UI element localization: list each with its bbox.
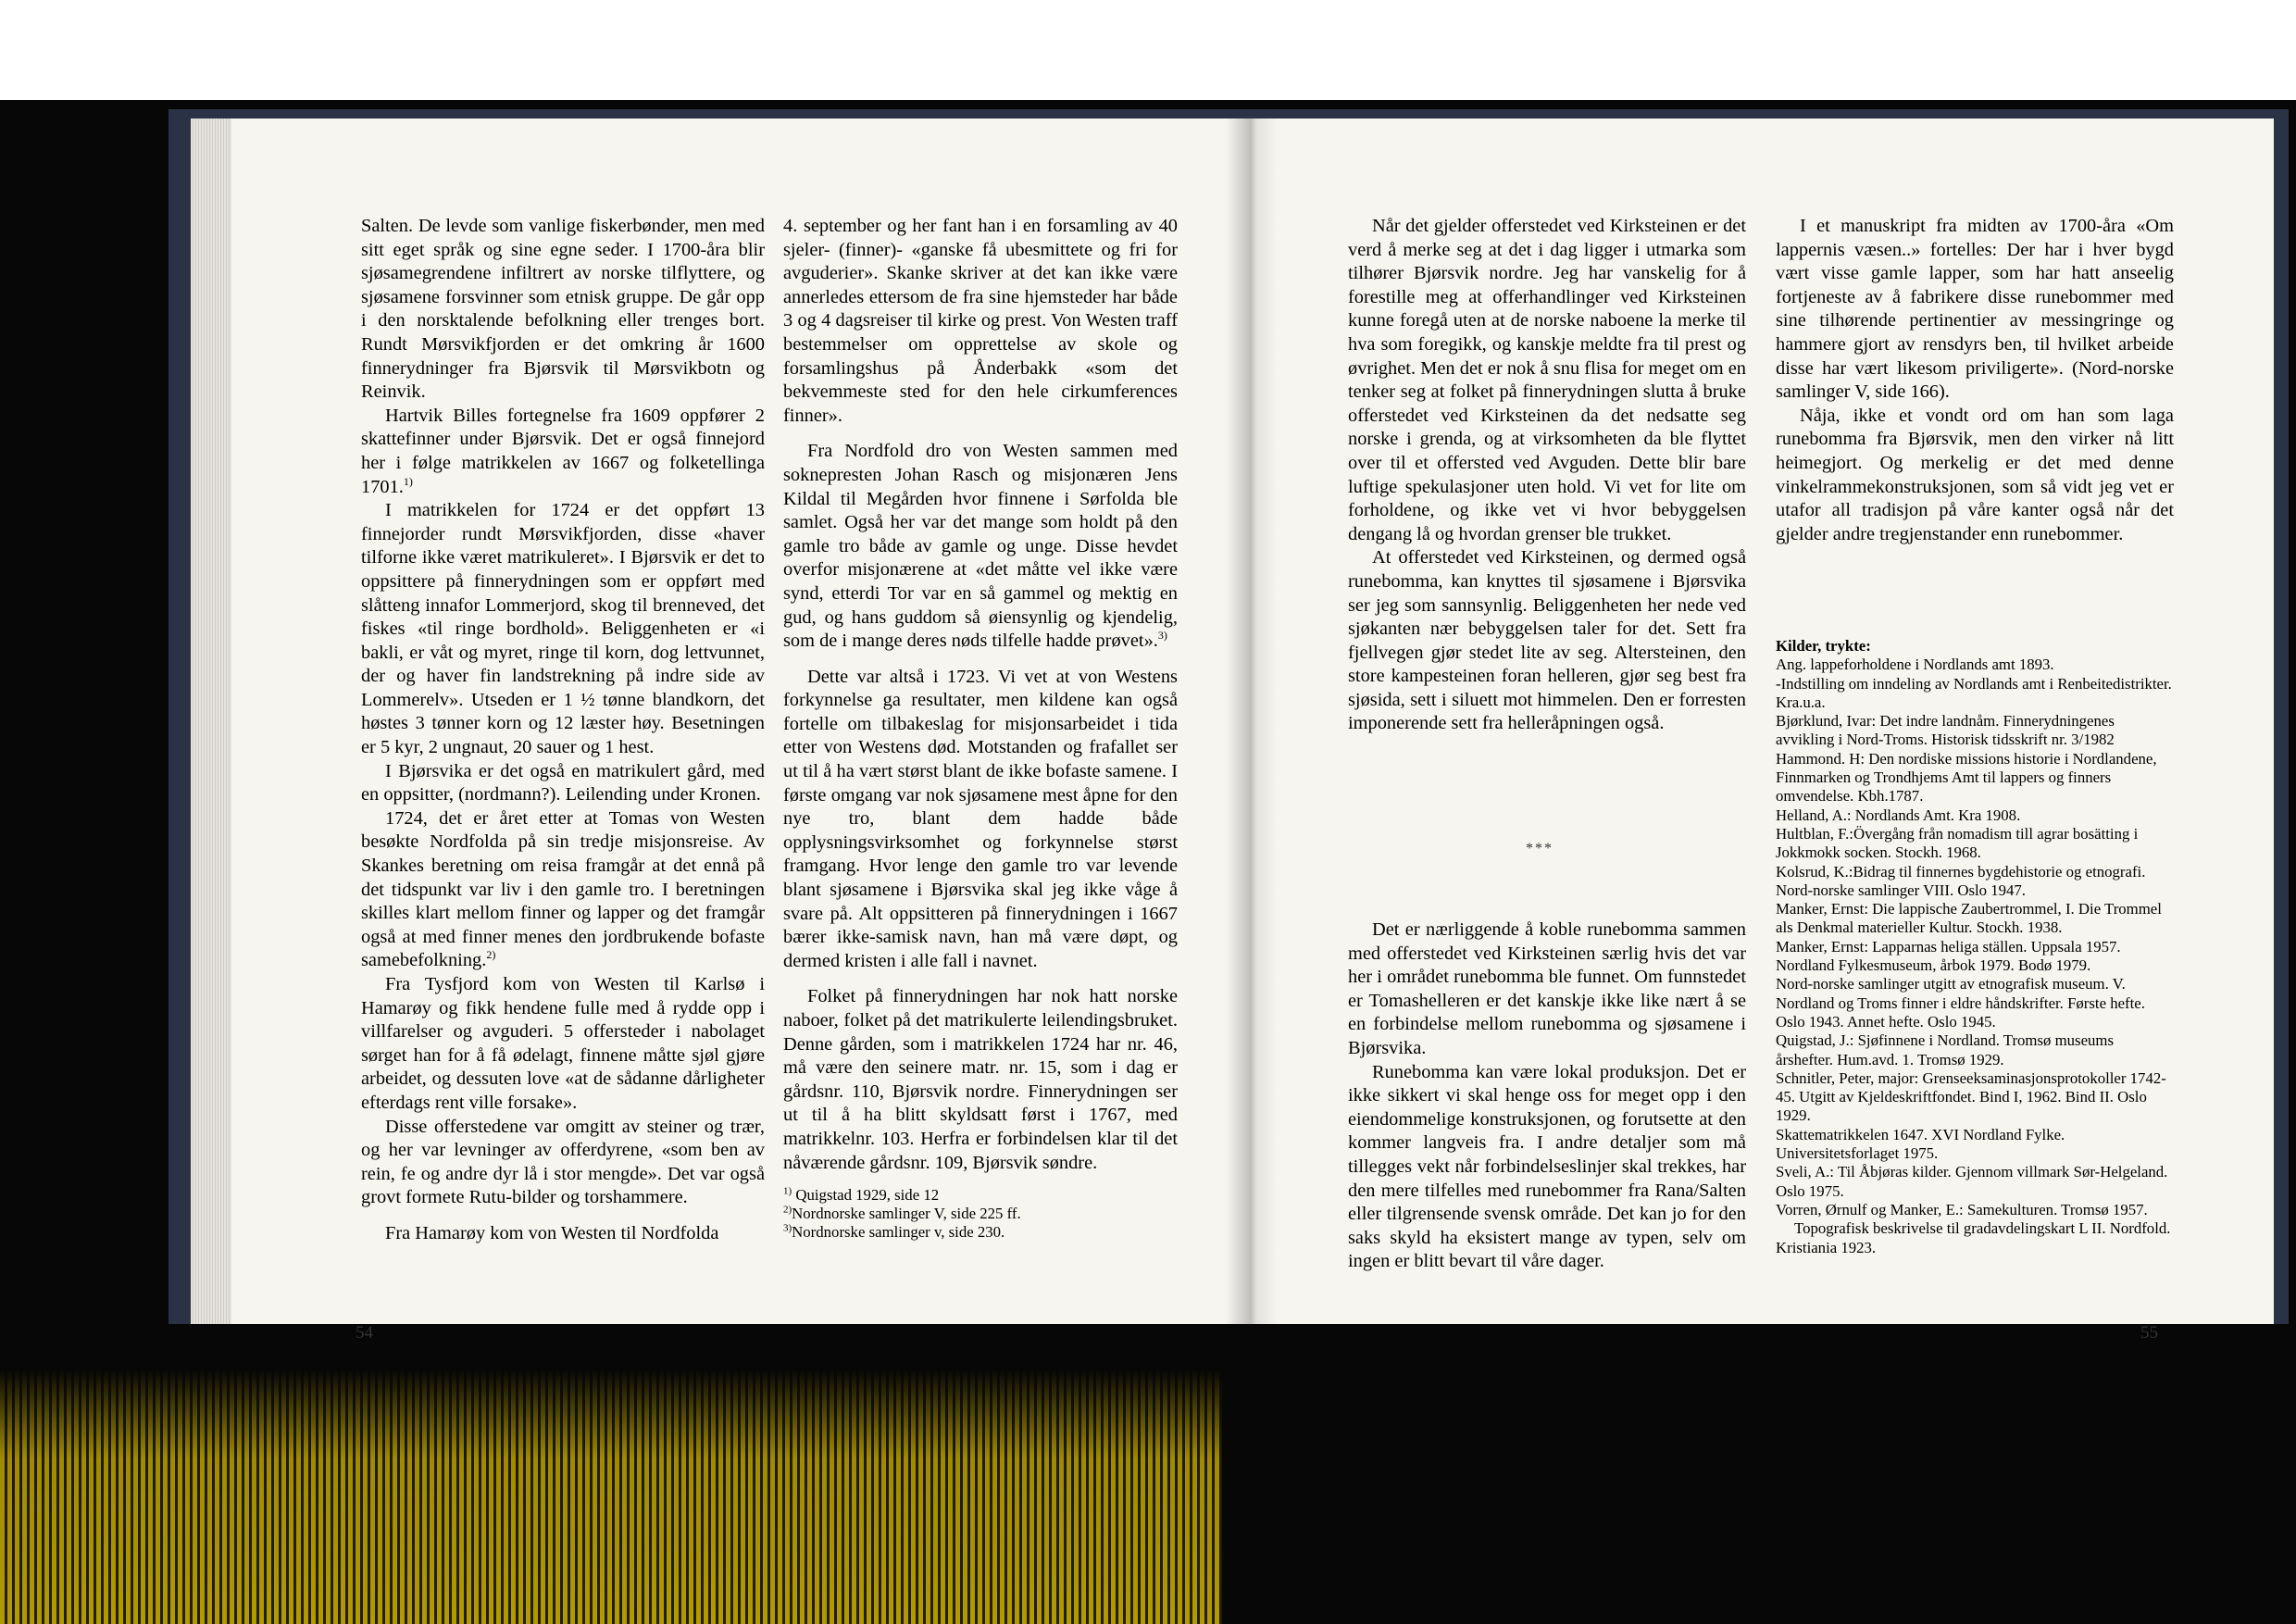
paragraph: Det er nærliggende å koble runebomma sammen med offerstedet ved Kirksteinen særlig hvis det var her i området runebomma ble funnet. Om funnstedet er Tomashelleren er det kanskje ikke like nært å se en forbindelse mellom runebomma og sjøsamene i Bjørsvika.	[1348, 919, 1746, 1058]
source-item: Bjørklund, Ivar: Det indre landnåm. Finnerydningenes avvikling i Nord-Troms. Historisk tidsskrift nr. 3/1982	[1776, 712, 2115, 749]
source-item: Kolsrud, K.:Bidrag til finnernes bygdehistorie og etnografi. Nord-norske samlinger VIII. Oslo 1947.	[1776, 862, 2146, 899]
paragraph: Når det gjelder offerstedet ved Kirksteinen er det verd å merke seg at det i dag ligger i utmarka som tilhører Bjørsvik nordre. Jeg har vanskelig for å forestille meg at offerhandlinger ved Kirksteinen kunne foregå uten at de norske naboene la merke til hva som foregikk, og kanskje meldte fra til prest og øvrighet. Men det er nok å snu flisa for meget om en tenker seg at folket på finnerydningen slutta å bruke offerstedet ved Kirksteinen da det nedsatte seg norske i grenda, og at virksomheten da ble flyttet over til et offersted ved Avguden. Dette blir bare luftige spekulasjoner uten hold. Vi vet for lite om forholdene, og ikke vet vi hvor bebyggelsen dengang lå og hvordan grenser ble trukket.	[1348, 216, 1746, 544]
right-column-1	[1348, 215, 1746, 736]
paragraph: 1724, det er året etter at Tomas von Westen besøkte Nordfolda på sin tredje misjonsreise. Av Skankes beretning om reisa framgår at det ennå på det tidspunkt var liv i den gamle tro. I beretningen skilles klart mellom finner og lapper og det framgår også at med finner menes den jordbrukende bofaste samebefolkning.$^{2)}$	[361, 807, 765, 971]
source-item: Ang. lappeforholdene i Nordlands amt 1893.	[1776, 656, 2054, 674]
paragraph: Nåja, ikke et vondt ord om han som laga runebomma fra Bjørsvik, men den virker nå litt heimegjort. Og merkelig er det med denne vinkelrammekonstruksjonen, som så vidt jeg vet er utafor all tradisjon på våre kanter også når det gjelder andre tregjenstander enn runebommer.	[1776, 405, 2174, 544]
page-edges	[191, 119, 231, 1324]
source-item: Manker, Ernst: Die lappische Zaubertrommel, I. Die Trommel als Denkmal materieller Kultur. Stockh. 1938.	[1776, 900, 2162, 937]
footnote-mark: 2)	[486, 948, 496, 962]
source-item: Nordland Fylkesmuseum, årbok 1979. Bodø 1979.	[1776, 956, 2091, 975]
paragraph: I Bjørsvika er det også en matrikulert gård, med en oppsitter, (nordmann?). Leilending under Kronen.	[361, 760, 765, 806]
footnote: $^{1)}$ Quigstad 1929, side 12	[783, 1185, 940, 1205]
footnote-mark: 1)	[403, 474, 413, 488]
paragraph: I et manuskript fra midten av 1700-åra «Om lappernis væsen..» fortelles: Der har i hver bygd vært visse gamle lapper, som har hatt anseelig fortjeneste av å fabrikere disse runebommer med sine tilhørende pertinentier av messingringe og hammere gjort av rensdyrs ben, til hvilket arbeide disse har vært likesom priviligerte». (Nord-norske samlinger V, side 166).	[1776, 216, 2174, 403]
source-item: Manker, Ernst: Lapparnas heliga ställen. Uppsala 1957.	[1776, 937, 2121, 956]
source-item: Topografisk beskrivelse til gradavdelingskart L II. Nordfold. Kristiania 1923.	[1776, 1219, 2171, 1256]
paragraph: Fra Nordfold dro von Westen sammen med soknepresten Johan Rasch og misjonæren Jens Kildal til Megården hvor finnene i Sørfolda ble samlet. Også her var det mange som holdt på den gamle tro både av gamle og unge. Disse hevdet overfor misjonærene at «det måtte vel ikke være synd, etterdi Tor var en så gammel og mektig en gud, og hans guddom så øiensynlig og kjendelig, som de i mange deres nøds tilfelle hadde prøvet».$^{3)}$	[783, 441, 1178, 652]
section-separator: ***	[1526, 841, 1554, 856]
scan-top-margin	[0, 0, 2296, 100]
footnote: $^{2)}$Nordnorske samlinger V, side 225 ff.	[783, 1204, 1021, 1223]
source-item: Skattematrikkelen 1647. XVI Nordland Fylke. Universitetsforlaget 1975.	[1776, 1125, 2065, 1163]
paragraph: Salten. De levde som vanlige fiskerbønder, men med sitt eget språk og sine egne seder. I 1700-åra blir sjøsamegrendene infiltrert av norske tilflyttere, og sjøsamene forsvinner som etnisk gruppe. De går opp i den norsktalende befolkning eller trenges bort. Rundt Mørsvikfjorden er det omkring år 1600 finnerydninger fra Bjørsvik til Mørsvikbotn og Reinvik.	[361, 216, 765, 403]
right-column-2	[1776, 215, 2174, 546]
paragraph: Dette var altså i 1723. Vi vet at von Westens forkynnelse ga resultater, men kildene kan også fortelle om tilbakeslag for misjonsarbeidet i tida etter von Westens død. Motstanden og frafallet ser ut til å ha vært størst blant de ikke bofaste samene. I første omgang var nok sjøsamene mest åpne for den nye tro, blant dem hadde både opplysningsvirksomhet og forkynnelse størst framgang. Hvor lenge den gamle tro var levende blant sjøsamene i Bjørsvika skal jeg ikke våge å svare på. Alt oppsitteren på finnerydningen i 1667 bærer ikke-samisk navn, han må være døpt, og dermed kristen i alle fall i navnet.	[783, 666, 1178, 971]
paragraph: Fra Tysfjord kom von Westen til Karlsø i Hamarøy og fikk hendene fulle med å rydde opp i villfarelser og avguderi. 5 offersteder i nabolaget sørget han for å få ødelagt, finnene måtte sjøl gjøre arbeidet, og dessuten love «at de sådanne dårligheter efterdags rent ville forsake».	[361, 974, 765, 1113]
source-item: Quigstad, J.: Sjøfinnene i Nordland. Tromsø museums årshefter. Hum.avd. 1. Tromsø 1929.	[1776, 1031, 2114, 1068]
paragraph: Fra Hamarøy kom von Westen til Nordfolda	[385, 1222, 719, 1243]
paragraph: 4. september og her fant han i en forsamling av 40 sjeler- (finner)- «ganske få ubesmittete og fri for avguderier». Skanke skriver at det kan ikke være annerledes ettersom de fra sine hjemsteder har både 3 og 4 dagsreiser til kirke og prest. Von Westen traff bestemmelser om opprettelse av skole og forsamlingshus på Ånderbakk «som det bekvemmeste sted for den hele cirkumferences finner».	[783, 216, 1178, 426]
footnotes	[783, 1186, 1178, 1242]
paragraph: At offerstedet ved Kirksteinen, og dermed også runebomma, kan knyttes til sjøsamene i Bjørsvika ser jeg som sannsynlig. Beliggenheten her nede ved sjøkanten nær bebyggelsen taler for det. Sett fra fjellvegen gjør stedet lite av seg. Altersteinen, den store kampesteinen foran helleren, gjør seg best fra sjøsida, sett i siluett mot himmelen. Den er forresten imponerende sett fra helleråpningen også.	[1348, 547, 1746, 734]
right-column-1-lower	[1348, 918, 1746, 1274]
left-column-2	[783, 215, 1178, 1242]
paragraph: Disse offerstedene var omgitt av steiner og trær, og her var levninger av offerdyrene, «som ben av rein, fe og andre dyr lå i stor mengde». Det var også grovt formete Rutu-bilder og torshammere.	[361, 1116, 765, 1208]
paragraph: Runebomma kan være lokal produksjon. Det er ikke sikkert vi skal henge oss for meget opp i den eiendommelige konstruksjonen, og forutsette at den kommer langveis fra. I andre detaljer som må tillegges vekt når forbindelseslinjer skal trekkes, har den mere tilfelles med runebommer fra Rana/Salten eller tilgrensende svensk område. Det kan jo for den saks skyld ha eksistert mange av typen, selv om ingen er blitt bevart til våre dager.	[1348, 1061, 1746, 1272]
sources-heading: Kilder, trykte:	[1776, 637, 1871, 655]
page-number-left: 54	[356, 1323, 373, 1343]
source-item: -Indstilling om inndeling av Nordlands amt i Renbeitedistrikter. Kra.u.a.	[1776, 674, 2172, 711]
sources-list	[1776, 637, 2174, 1257]
paragraph: Hartvik Billes fortegnelse fra 1609 oppfører 2 skattefinner under Bjørsvik. Det er også finnejord her i følge matrikkelen av 1667 og folketellinga 1701.$^{1)}$	[361, 405, 765, 497]
source-item: Vorren, Ørnulf og Manker, E.: Samekulturen. Tromsø 1957.	[1776, 1200, 2148, 1218]
book-spine	[1226, 119, 1278, 1324]
left-column-1	[361, 215, 765, 1246]
source-item: Sveli, A.: Til Åbjøras kilder. Gjennom villmark Sør-Helgeland. Oslo 1975.	[1776, 1163, 2168, 1200]
footnote: $^{3)}$Nordnorske samlinger v, side 230.	[783, 1222, 1005, 1242]
source-item: Hammond. H: Den nordiske missions historie i Nordlandene, Finnmarken og Trondhjems Amt til lappers og finners omvendelse. Kbh.1787.	[1776, 749, 2157, 806]
paragraph: I matrikkelen for 1724 er det oppført 13 finnejorder rundt Mørsvikfjorden, disse «haver tilforne ikke været matrikuleret». I Bjørsvik er det to oppsittere på finnerydningen som er oppført med slåtteng innafor Lommerjord, skog til brenneved, det fiskes «til ringe bordhold». Beliggenheten er «i bakli, er våt og myret, ringe til korn, dog lettvunnet, der og haver fin landstrekning på indre side av Lommerelv». Utseden er 1 ½ tønne blandkorn, det høstes 3 tønner korn og 12 læster høy. Besetningen er 5 kyr, 2 ungnaut, 20 sauer og 1 hest.	[361, 500, 765, 758]
source-item: Nord-norske samlinger utgitt av etnografisk museum. V. Nordland og Troms finner i eldre håndskrifter. Første hefte. Oslo 1943. Annet hefte. Oslo 1945.	[1776, 975, 2145, 1031]
source-item: Hultblan, F.:Övergång från nomadism till agrar bosätting i Jokkmokk socken. Stockh. 1968.	[1776, 824, 2139, 862]
source-item: Schnitler, Peter, major: Grenseeksaminasjonsprotokoller 1742-45. Utgitt av Kjeldeskriftfondet. Bind I, 1962. Bind II. Oslo 1929.	[1776, 1068, 2166, 1125]
page-number-right: 55	[2140, 1323, 2158, 1343]
footnote-mark: 3)	[1157, 629, 1167, 643]
paragraph: Folket på finnerydningen har nok hatt norske naboer, folket på det matrikulerte leilendingsbruket. Denne gården, som i matrikkelen 1724 har nr. 46, må være den seinere matr. nr. 15, som i dag er gårdsnr. 110, Bjørsvik nordre. Finnerydningen ser ut til å ha blitt skyldsatt først i 1767, med matrikkelnr. 103. Herfra er forbindelsen klar til det nåværende gårdsnr. 109, Bjørsvik søndre.	[783, 986, 1178, 1173]
source-item: Helland, A.: Nordlands Amt. Kra 1908.	[1776, 806, 2021, 824]
